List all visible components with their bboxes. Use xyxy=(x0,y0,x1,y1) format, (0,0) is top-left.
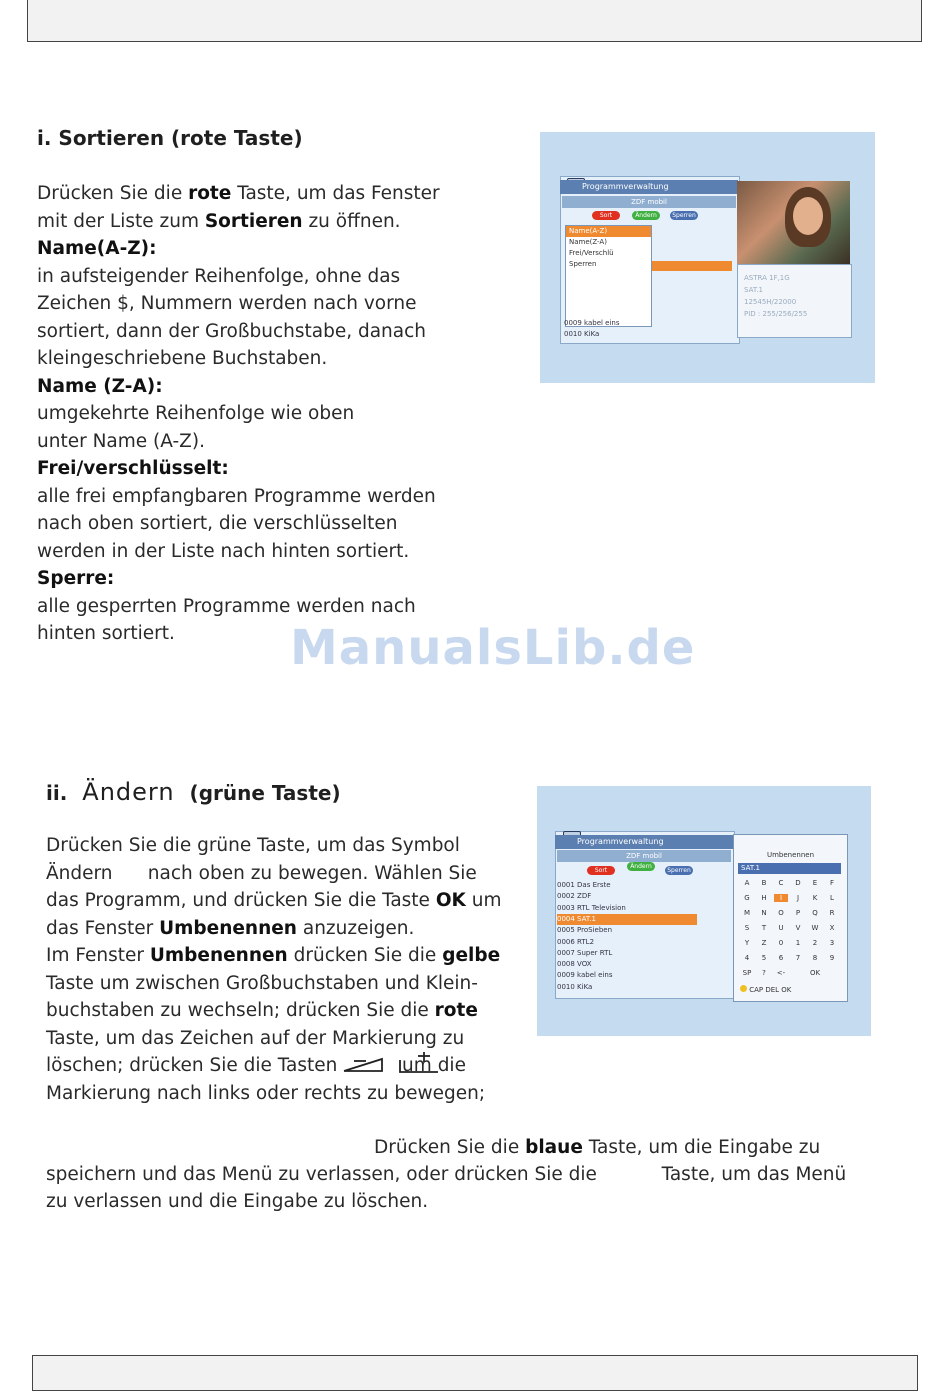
emphasis-text: OK xyxy=(435,890,466,911)
keyboard-key[interactable]: 4 xyxy=(744,954,750,962)
keyboard-key[interactable]: T xyxy=(761,924,767,932)
emphasis-text: Umbenennen xyxy=(159,917,297,939)
keyboard-key[interactable]: A xyxy=(744,879,750,887)
keyboard-key[interactable]: 1 xyxy=(795,939,801,947)
rename-footer xyxy=(740,985,791,994)
info-channel: SAT.1 xyxy=(744,286,763,294)
keyboard-key[interactable]: G xyxy=(744,894,750,902)
text-run: Markierung nach links oder rechts zu bewegen; xyxy=(46,1082,486,1104)
paragraph-line xyxy=(37,538,440,566)
screen2-title: Programmverwaltung xyxy=(555,835,733,849)
emphasis-text: Sortieren xyxy=(204,210,303,232)
keyboard-key[interactable]: 9 xyxy=(829,954,835,962)
info-pid: PID : 255/256/255 xyxy=(744,310,808,318)
text-run: umgekehrte Reihenfolge wie oben xyxy=(37,403,355,424)
tail-line-3: zu verlassen und die Eingabe zu löschen. xyxy=(46,1191,429,1212)
keyboard-key[interactable]: H xyxy=(761,894,767,902)
text-run: mit der Liste zum xyxy=(37,210,205,232)
text-run: Drücken Sie die xyxy=(37,183,189,204)
emphasis-text: rote xyxy=(188,183,232,204)
channel-row[interactable]: 0002 ZDF xyxy=(557,892,592,901)
text-run: kleingeschriebene Buchstaben. xyxy=(37,348,328,369)
channel-row[interactable]: 0003 RTL Television xyxy=(557,903,626,912)
footer-bar xyxy=(32,1355,918,1391)
text-run: das Programm, und drücken Sie die Taste xyxy=(46,890,436,911)
channel-row[interactable]: 0004 SAT.1 xyxy=(557,914,697,925)
section2-edit-word: Ändern xyxy=(82,778,175,806)
text-run: das Fenster xyxy=(46,917,160,939)
info-frequency: 12545H/22000 xyxy=(744,298,797,306)
paragraph-line xyxy=(37,428,440,456)
list-item: 0010 KiKa xyxy=(564,330,600,338)
text-run: werden in der Liste nach hinten sortiert. xyxy=(37,540,410,562)
keyboard-key[interactable]: D xyxy=(795,879,801,887)
text-run: buchstaben zu wechseln; drücken Sie die xyxy=(46,1000,435,1021)
keyboard-key[interactable]: N xyxy=(761,909,767,917)
keyboard-key[interactable]: K xyxy=(812,894,818,902)
paragraph-line xyxy=(37,235,440,263)
text-run: hinten sortiert. xyxy=(37,623,175,644)
header-bar xyxy=(27,0,922,42)
screen2-sub: ZDF mobil xyxy=(557,850,731,862)
keyboard-key[interactable]: <- xyxy=(776,969,786,977)
channel-row[interactable]: 0010 KiKa xyxy=(557,982,593,991)
paragraph-line xyxy=(37,455,440,483)
text-run: Im Fenster xyxy=(46,945,150,966)
emphasis-text: Name (Z-A): xyxy=(37,375,163,397)
keyboard-key[interactable]: 8 xyxy=(812,954,818,962)
section2-heading xyxy=(46,778,341,806)
keyboard-key[interactable]: Q xyxy=(812,909,818,917)
channel-row[interactable]: 0001 Das Erste xyxy=(557,881,611,889)
keyboard-key[interactable]: J xyxy=(796,894,800,902)
text-run: um xyxy=(465,890,502,911)
sort-option-free[interactable]: Frei/Verschlü xyxy=(569,249,614,257)
edit-pill: Ändern xyxy=(627,862,655,871)
info-satellite: ASTRA 1F,1G xyxy=(744,274,790,282)
paragraph-line xyxy=(46,832,502,860)
keyboard-key[interactable]: W xyxy=(811,924,819,932)
text-run: Taste um zwischen Großbuchstaben und Klein- xyxy=(46,972,478,994)
channel-row[interactable]: 0007 Super RTL xyxy=(557,948,613,957)
keyboard-key[interactable]: 2 xyxy=(812,939,818,947)
text-run: zu öffnen. xyxy=(302,210,401,232)
keyboard-key[interactable]: 3 xyxy=(829,939,835,947)
rename-keyboard xyxy=(733,834,848,1002)
keyboard-key[interactable]: X xyxy=(829,924,835,932)
channel-row[interactable]: 0005 ProSieben xyxy=(557,926,613,935)
list-item: 0009 kabel eins xyxy=(564,319,620,327)
keyboard-key[interactable]: F xyxy=(829,879,835,887)
sort-option-a-z[interactable]: Name(A-Z) xyxy=(566,226,651,237)
channel-row[interactable]: 0008 VOX xyxy=(557,960,592,969)
rename-title: Umbenennen xyxy=(766,851,815,859)
keyboard-key[interactable]: Z xyxy=(761,939,767,947)
paragraph-line xyxy=(37,290,440,318)
sort-options-popup xyxy=(565,225,652,327)
keyboard-key[interactable]: E xyxy=(812,879,818,887)
lock-pill: Sperren xyxy=(670,211,698,220)
paragraph-line xyxy=(46,915,502,943)
video-preview xyxy=(737,181,850,264)
tail-line-2: speichern und das Menü zu verlassen, oder drücken Sie die Taste, um das Menü xyxy=(46,1164,847,1185)
emphasis-text: Name(A-Z): xyxy=(37,238,157,259)
keyboard-key[interactable]: Y xyxy=(744,939,750,947)
paragraph-line xyxy=(46,942,502,970)
lock-pill: Sperren xyxy=(665,866,693,875)
text-run: Taste, um die Eingabe zu xyxy=(582,1137,821,1158)
keyboard-key[interactable]: SP xyxy=(742,969,752,977)
emphasis-text: gelbe xyxy=(442,945,501,966)
text-run: Drücken Sie die grüne Taste, um das Symbol xyxy=(46,835,460,856)
paragraph-line xyxy=(37,345,440,373)
paragraph-line xyxy=(37,593,440,621)
channel-row[interactable]: 0009 kabel eins xyxy=(557,971,613,980)
keyboard-key[interactable]: R xyxy=(829,909,835,917)
text-run: Taste, um das Fenster xyxy=(231,183,440,204)
sort-pill: Sort xyxy=(587,866,615,875)
emphasis-text: blaue xyxy=(525,1137,583,1158)
section2-key-label: (grüne Taste) xyxy=(189,781,341,805)
text-run: alle frei empfangbaren Programme werden xyxy=(37,485,436,507)
emphasis-text: Sperre: xyxy=(37,568,115,589)
text-run: unter Name (A-Z). xyxy=(37,430,205,452)
paragraph-line xyxy=(37,318,440,346)
keyboard-key[interactable]: V xyxy=(795,924,801,932)
paragraph-line xyxy=(374,1134,820,1162)
section1-text xyxy=(37,180,440,648)
text-run: Zeichen $, Nummern werden nach vorne xyxy=(37,293,417,314)
text-run: Ändern xyxy=(46,862,113,884)
sort-option-lock[interactable]: Sperren xyxy=(569,260,597,268)
keyboard-key[interactable]: L xyxy=(830,894,834,902)
paragraph-line xyxy=(46,1080,502,1108)
text-run: nach oben zu bewegen. Wählen Sie xyxy=(112,862,477,884)
paragraph-line xyxy=(37,510,440,538)
text-run: Drücken Sie die xyxy=(374,1137,526,1158)
text-run: löschen; drücken Sie die Tasten xyxy=(46,1055,338,1076)
sort-pill: Sort xyxy=(592,211,620,220)
text-run: drücken Sie die xyxy=(287,945,443,966)
keyboard-key[interactable]: 6 xyxy=(778,954,784,962)
keyboard-key[interactable]: C xyxy=(778,879,784,887)
edit-pill: Ändern xyxy=(632,211,660,220)
left-key-icon xyxy=(340,1055,386,1075)
emphasis-text: Umbenennen xyxy=(149,945,288,966)
rename-input[interactable]: SAT.1 xyxy=(738,863,841,874)
keyboard-key[interactable]: S xyxy=(744,924,750,932)
section1-heading: i. Sortieren (rote Taste) xyxy=(37,126,303,150)
screenshot-sort xyxy=(540,132,875,383)
keyboard-key[interactable]: 5 xyxy=(761,954,767,962)
emphasis-text: Frei/verschlüsselt: xyxy=(37,458,229,479)
text-run: sortiert, dann der Großbuchstabe, danach xyxy=(37,320,427,342)
keyboard-key[interactable]: I xyxy=(774,894,788,902)
keyboard-key[interactable]: 0 xyxy=(778,939,784,947)
keyboard-key[interactable]: O xyxy=(778,909,784,917)
text-run: nach oben sortiert, die verschlüsselten xyxy=(37,513,398,534)
emphasis-text: rote xyxy=(434,1000,478,1021)
paragraph-line xyxy=(46,887,502,915)
keyboard-key[interactable]: B xyxy=(761,879,767,887)
tail-line-1 xyxy=(374,1134,820,1162)
text-run: alle gesperrten Programme werden nach xyxy=(37,595,416,617)
paragraph-line xyxy=(37,373,440,401)
right-key-icon xyxy=(396,1052,442,1076)
paragraph-line xyxy=(37,565,440,593)
text-run: Taste, um das Zeichen auf der Markierung zu xyxy=(46,1027,465,1049)
screen1-title: Programmverwaltung xyxy=(560,180,738,194)
paragraph-line xyxy=(37,400,440,428)
section2-number: ii. xyxy=(46,781,68,805)
paragraph-line xyxy=(37,180,440,208)
keyboard-key[interactable]: M xyxy=(743,909,751,917)
selected-row-bar xyxy=(652,261,732,271)
rename-footer-label: CAP DEL OK xyxy=(749,986,792,994)
keyboard-key[interactable]: ? xyxy=(762,969,766,977)
text-run: in aufsteigender Reihenfolge, ohne das xyxy=(37,265,401,287)
keyboard-key[interactable]: OK xyxy=(809,969,821,977)
paragraph-line xyxy=(46,997,502,1025)
paragraph-line xyxy=(37,263,440,291)
paragraph-line xyxy=(46,970,502,998)
text-run: um die xyxy=(337,1055,466,1076)
paragraph-line xyxy=(37,483,440,511)
keyboard-key[interactable]: U xyxy=(778,924,784,932)
caps-key-dot xyxy=(740,985,747,992)
text-run: anzuzeigen. xyxy=(296,917,415,939)
keyboard-key[interactable]: 7 xyxy=(795,954,801,962)
sort-option-z-a[interactable]: Name(Z-A) xyxy=(569,238,607,246)
screenshot-rename xyxy=(537,786,871,1036)
paragraph-line xyxy=(37,208,440,236)
channel-row[interactable]: 0006 RTL2 xyxy=(557,937,595,946)
screen1-sub: ZDF mobil xyxy=(562,196,736,208)
paragraph-line xyxy=(46,860,502,888)
paragraph-line xyxy=(46,1025,502,1053)
keyboard-key[interactable]: P xyxy=(795,909,801,917)
watermark: ManualsLib.de xyxy=(290,620,696,676)
